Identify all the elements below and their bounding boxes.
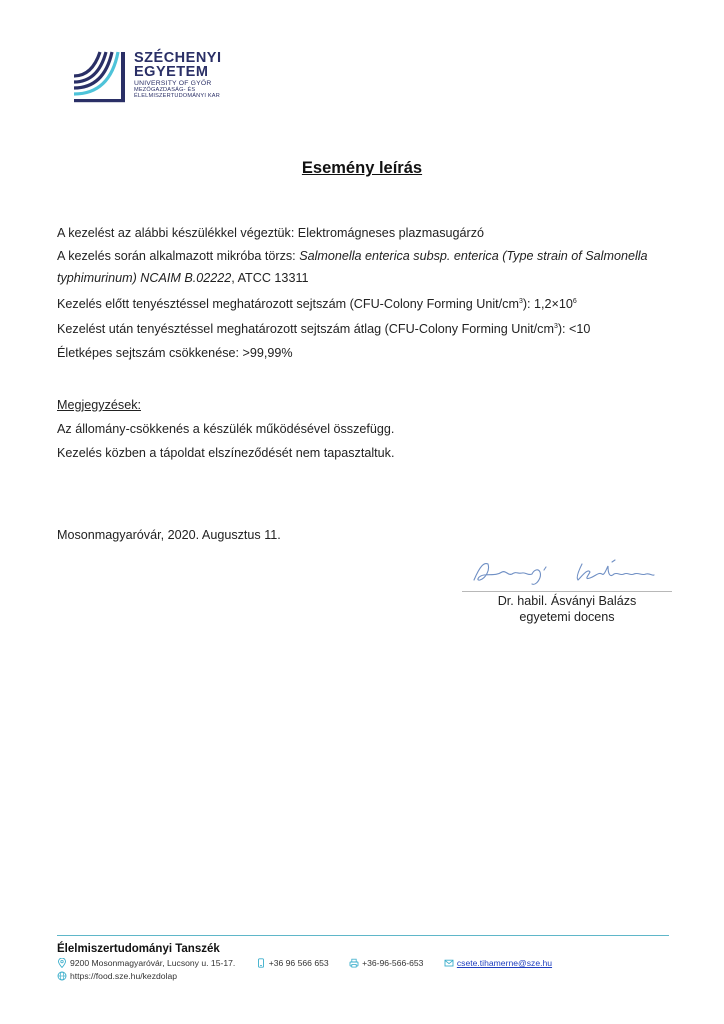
logo-faculty-line2: ÉLELMISZERTUDOMÁNYI KAR [134, 93, 220, 100]
footer-website-link[interactable]: https://food.sze.hu/kezdolap [70, 971, 178, 981]
logo-name-line1: SZÉCHENYI [134, 50, 222, 66]
footer-phone[interactable]: +36 96 566 653 [268, 958, 329, 968]
count-before-value: ): 1,2×10 [522, 297, 573, 311]
logo-university: UNIVERSITY OF GYŐR [134, 80, 212, 87]
strain-prefix: A kezelés során alkalmazott mikróba törzs: [57, 249, 300, 263]
device-line: A kezelést az alábbi készülékkel végeztük: Elektromágneses plazmasugárzó [57, 226, 485, 240]
note-1: Az állomány-csökkenés a készülék működésével összefügg. [57, 422, 395, 436]
fax-icon [349, 958, 359, 968]
note-2: Kezelés közben a tápoldat elszíneződését nem tapasztaltuk. [57, 446, 395, 460]
strain-name-part1: Salmonella enterica subsp. enterica (Type strain of Salmonella [299, 249, 648, 263]
email-icon [444, 958, 454, 968]
strain-name-part2: typhimurinum) NCAIM B.02222 [57, 271, 232, 285]
count-before-unit-sup: 3 [518, 297, 523, 305]
logo-name-line2: EGYETEM [134, 64, 209, 80]
footer-address: 9200 Mosonmagyaróvár, Lucsony u. 15-17. [70, 958, 236, 968]
strain-line [57, 249, 648, 263]
logo-faculty-line1: MEZŐGAZDASÁG- ÉS [134, 87, 196, 94]
count-after-value: ): <10 [557, 322, 591, 336]
signer-name: Dr. habil. Ásványi Balázs [497, 594, 637, 608]
signer-block [462, 593, 672, 625]
count-before-text: Kezelés előtt tenyésztéssel meghatározott sejtszám (CFU-Colony Forming Unit/cm [57, 297, 519, 311]
count-after-line [57, 322, 590, 336]
place-date: Mosonmagyaróvár, 2020. Augusztus 11. [57, 528, 281, 542]
footer-web-row [57, 971, 177, 981]
count-before-exponent: 6 [572, 297, 577, 305]
strain-line-2 [57, 271, 309, 285]
footer-department: Élelmiszertudományi Tanszék [57, 943, 220, 955]
university-logo [72, 48, 262, 110]
phone-icon [256, 958, 266, 968]
footer-email-link[interactable]: csete.tihamerne@sze.hu [456, 958, 553, 968]
footer-divider [57, 935, 669, 936]
count-after-unit-sup: 3 [553, 322, 558, 330]
document-title: Esemény leírás [301, 159, 423, 177]
footer-fax: +36-96-566-653 [362, 958, 424, 968]
footer-contact-row [57, 958, 552, 968]
signer-title: egyetemi docens [519, 610, 615, 624]
count-before-line [57, 297, 577, 311]
location-pin-icon [57, 958, 67, 968]
reduction-line: Életképes sejtszám csökkenése: >99,99% [57, 346, 293, 360]
strain-suffix: , ATCC 13311 [231, 271, 309, 285]
notes-heading: Megjegyzések: [57, 398, 141, 412]
logo-text [134, 51, 222, 100]
globe-icon [57, 971, 67, 981]
signature-line [462, 591, 672, 592]
handwritten-signature [462, 556, 672, 592]
logo-mark-icon [72, 48, 128, 110]
count-after-text: Kezelést után tenyésztéssel meghatározott sejtszám átlag (CFU-Colony Forming Unit/cm [57, 322, 554, 336]
